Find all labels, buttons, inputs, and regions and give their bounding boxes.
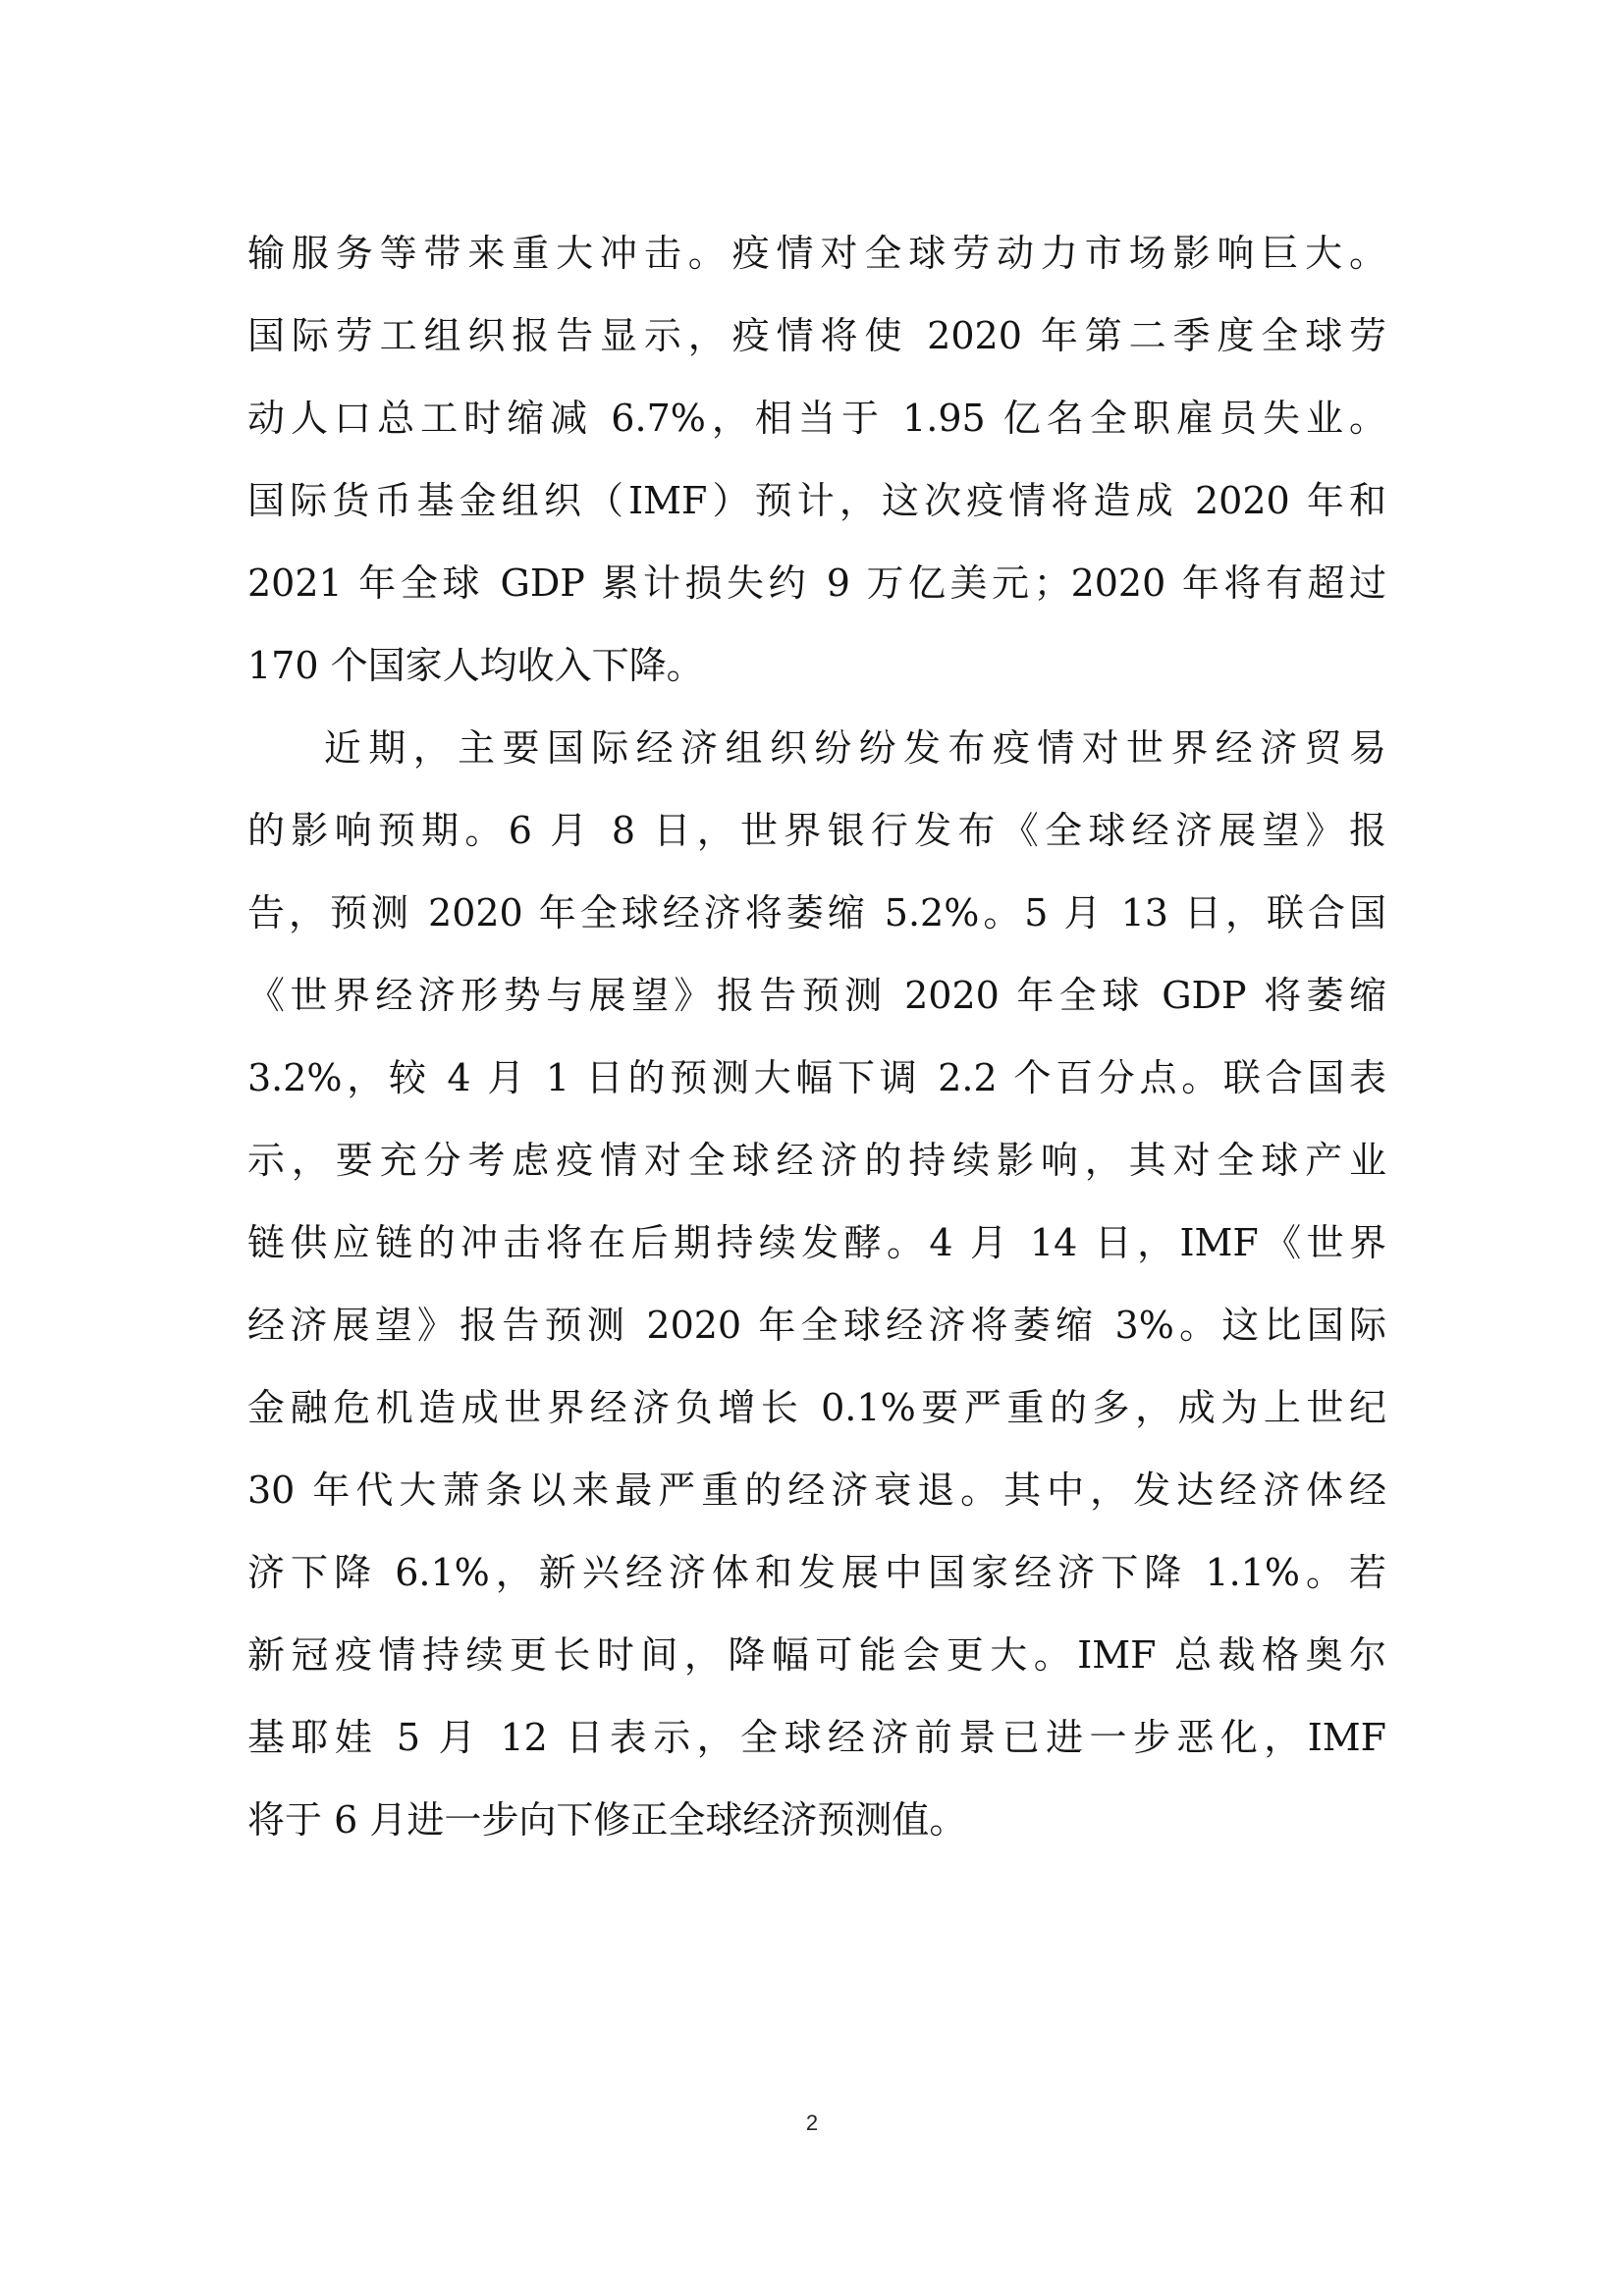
paragraph-2 <box>247 707 1386 1861</box>
text-line: 济下降 6.1%，新兴经济体和发展中国家经济下降 1.1%。若 <box>247 1551 1386 1594</box>
text-line: 告，预测 2020 年全球经济将萎缩 5.2%。5 月 13 日，联合国 <box>247 891 1386 934</box>
text-line: 《世界经济形势与展望》报告预测 2020 年全球 GDP 将萎缩 <box>247 974 1386 1017</box>
body-text <box>247 212 1386 1861</box>
text-line: 动人口总工时缩减 6.7%，相当于 1.95 亿名全职雇员失业。 <box>247 397 1386 440</box>
text-line: 基耶娃 5 月 12 日表示，全球经济前景已进一步恶化，IMF <box>247 1716 1386 1759</box>
text-line: 3.2%，较 4 月 1 日的预测大幅下调 2.2 个百分点。联合国表 <box>247 1056 1386 1099</box>
text-line: 国际货币基金组织（IMF）预计，这次疫情将造成 2020 年和 <box>247 479 1386 522</box>
text-line: 链供应链的冲击将在后期持续发酵。4 月 14 日，IMF《世界 <box>247 1221 1386 1264</box>
text-line: 2021 年全球 GDP 累计损失约 9 万亿美元；2020 年将有超过 <box>247 561 1386 605</box>
text-line: 将于 6 月进一步向下修正全球经济预测值。 <box>247 1798 967 1842</box>
text-line: 经济展望》报告预测 2020 年全球经济将萎缩 3%。这比国际 <box>247 1304 1386 1347</box>
text-line: 近期，主要国际经济组织纷纷发布疫情对世界经济贸易 <box>247 726 1386 770</box>
text-line: 示，要充分考虑疫情对全球经济的持续影响，其对全球产业 <box>247 1139 1386 1182</box>
text-line: 30 年代大萧条以来最严重的经济衰退。其中，发达经济体经 <box>247 1468 1386 1512</box>
text-line: 输服务等带来重大冲击。疫情对全球劳动力市场影响巨大。 <box>247 232 1386 275</box>
text-line: 170 个国家人均收入下降。 <box>247 644 704 687</box>
text-line: 新冠疫情持续更长时间，降幅可能会更大。IMF 总裁格奥尔 <box>247 1633 1386 1677</box>
text-line: 国际劳工组织报告显示，疫情将使 2020 年第二季度全球劳 <box>247 314 1386 357</box>
text-line: 金融危机造成世界经济负增长 0.1%要严重的多，成为上世纪 <box>247 1386 1386 1429</box>
paragraph-1 <box>247 212 1386 707</box>
page-number: 2 <box>805 2110 819 2135</box>
text-line: 的影响预期。6 月 8 日，世界银行发布《全球经济展望》报 <box>247 809 1386 852</box>
